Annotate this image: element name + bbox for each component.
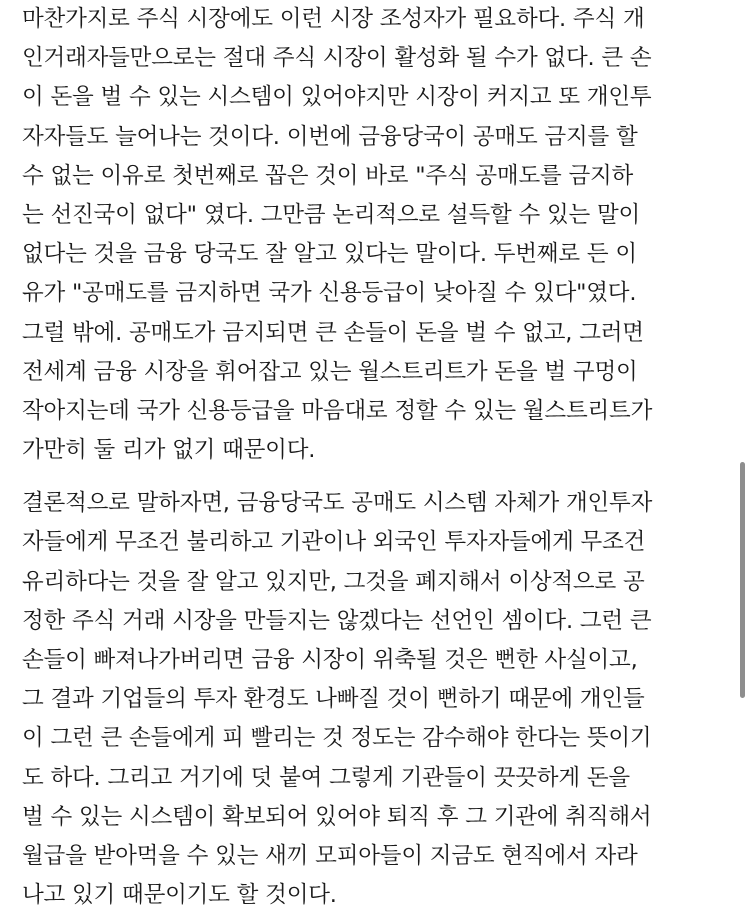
text-line: 없다는 것을 금융 당국도 잘 알고 있다는 말이다. 두번째로 든 이 [22, 241, 637, 268]
article-body [22, 0, 734, 915]
paragraph-1 [22, 0, 734, 470]
text-line: 월급을 받아먹을 수 있는 새끼 모피아들이 지금도 현직에서 자라 [22, 842, 638, 869]
text-line: 마찬가지로 주식 시장에도 이런 시장 조성자가 필요하다. 주식 개 [22, 6, 645, 32]
text-line: 나고 있기 때문이기도 할 것이다. [22, 882, 337, 909]
text-line: 수 없는 이유로 첫번째로 꼽은 것이 바로 "주식 공매도를 금지하 [22, 162, 634, 189]
text-line: 그 결과 기업들의 투자 환경도 나빠질 것이 뻔하기 때문에 개인들 [22, 686, 645, 713]
text-line: 벌 수 있는 시스템이 확보되어 있어야 퇴직 후 그 기관에 취직해서 [22, 803, 652, 830]
text-line: 자들에게 무조건 불리하고 기관이나 외국인 투자자들에게 무조건 [22, 529, 646, 556]
text-line: 그럴 밖에. 공매도가 금지되면 큰 손들이 돈을 벌 수 없고, 그러면 [22, 319, 644, 346]
text-line: 자자들도 늘어나는 것이다. 이번에 금융당국이 공매도 금지를 할 [22, 123, 638, 150]
text-line: 유리하다는 것을 잘 알고 있지만, 그것을 폐지해서 이상적으로 공 [22, 568, 645, 595]
text-line: 손들이 빠져나가버리면 금융 시장이 위축될 것은 뻔한 사실이고, [22, 647, 638, 673]
text-line: 가만히 둘 리가 없기 때문이다. [22, 437, 316, 464]
scrollbar-thumb[interactable] [740, 462, 745, 698]
text-line: 인거래자들만으로는 절대 주식 시장이 활성화 될 수가 없다. 큰 손 [22, 45, 652, 72]
text-line: 전세계 금융 시장을 휘어잡고 있는 월스트리트가 돈을 벌 구멍이 [22, 358, 638, 385]
text-line: 이 돈을 벌 수 있는 시스템이 있어야지만 시장이 커지고 또 개인투 [22, 84, 652, 111]
text-line: 결론적으로 말하자면, 금융당국도 공매도 시스템 자체가 개인투자 [22, 490, 653, 517]
paragraph-2 [22, 484, 734, 915]
text-line: 정한 주식 거래 시장을 만들지는 않겠다는 선언인 셈이다. 그런 큰 [22, 607, 652, 634]
text-line: 작아지는데 국가 신용등급을 마음대로 정할 수 있는 월스트리트가 [22, 397, 653, 424]
paragraph-spacer [22, 470, 734, 484]
text-line: 이 그런 큰 손들에게 피 빨리는 것 정도는 감수해야 한다는 뜻이기 [22, 725, 652, 752]
text-line: 유가 "공매도를 금지하면 국가 신용등급이 낮아질 수 있다"였다. [22, 280, 637, 307]
text-line: 도 하다. 그리고 거기에 덧 붙여 그렇게 기관들이 끗끗하게 돈을 [22, 764, 630, 791]
text-line: 는 선진국이 없다" 였다. 그만큼 논리적으로 설득할 수 있는 말이 [22, 201, 641, 228]
